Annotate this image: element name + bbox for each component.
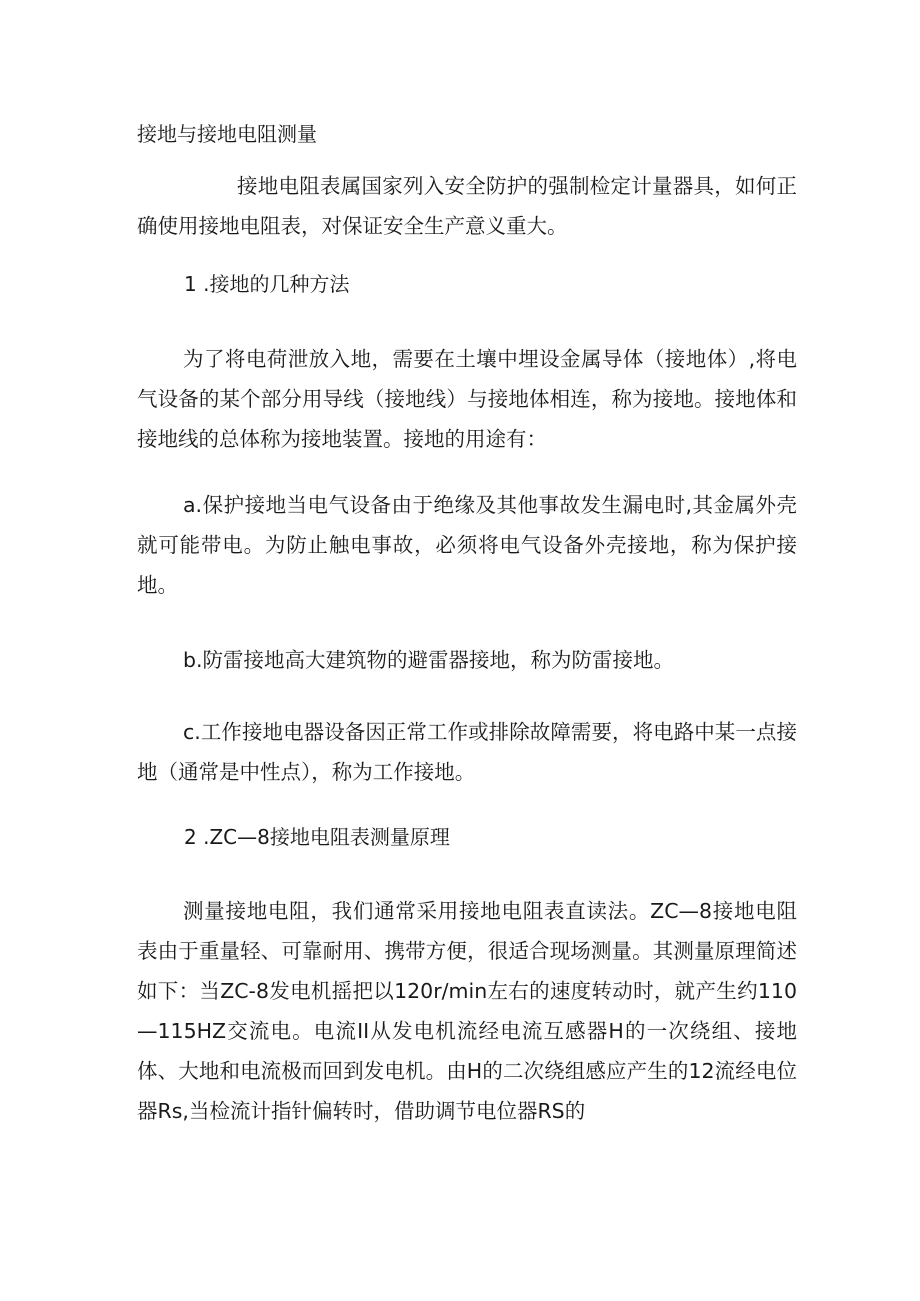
section-2-heading: 2 .ZC—8接地电阻表测量原理 — [184, 825, 450, 849]
item-b-paragraph: b.防雷接地高大建筑物的避雷器接地，称为防雷接地。 — [183, 648, 675, 672]
intro-paragraph: 接地电阻表属国家列入安全防护的强制检定计量器具，如何正确使用接地电阻表，对保证安全生产意义重大。 — [137, 174, 797, 238]
section-2-paragraph: 测量接地电阻，我们通常采用接地电阻表直读法。ZC—8接地电阻表由于重量轻、可靠耐用、携带方便，很适合现场测量。其测量原理简述如下：当ZC-8发电机摇把以120r/min左右的速度转动时，就产生约110—115HZ交流电。电流II从发电机流经电流互感器H的一次绕组、接地体、大地和电流极而回到发电机。由H的二次绕组感应产生的12流经电位器Rs,当检流计指针偏转时，借助调节电位器RS的 — [137, 899, 797, 1123]
section-1-heading: 1 .接地的几种方法 — [184, 272, 350, 296]
section-1-paragraph: 为了将电荷泄放入地，需要在土壤中埋设金属导体（接地体）,将电气设备的某个部分用导线（接地线）与接地体相连，称为接地。接地体和接地线的总体称为接地装置。接地的用途有： — [137, 347, 797, 451]
item-c-paragraph: c.工作接地电器设备因正常工作或排除故障需要，将电路中某一点接地（通常是中性点），称为工作接地。 — [137, 720, 797, 784]
item-a-paragraph: a.保护接地当电气设备由于绝缘及其他事故发生漏电时,其金属外壳就可能带电。为防止触电事故，必须将电气设备外壳接地，称为保护接地。 — [137, 493, 797, 597]
document-title: 接地与接地电阻测量 — [137, 122, 317, 146]
